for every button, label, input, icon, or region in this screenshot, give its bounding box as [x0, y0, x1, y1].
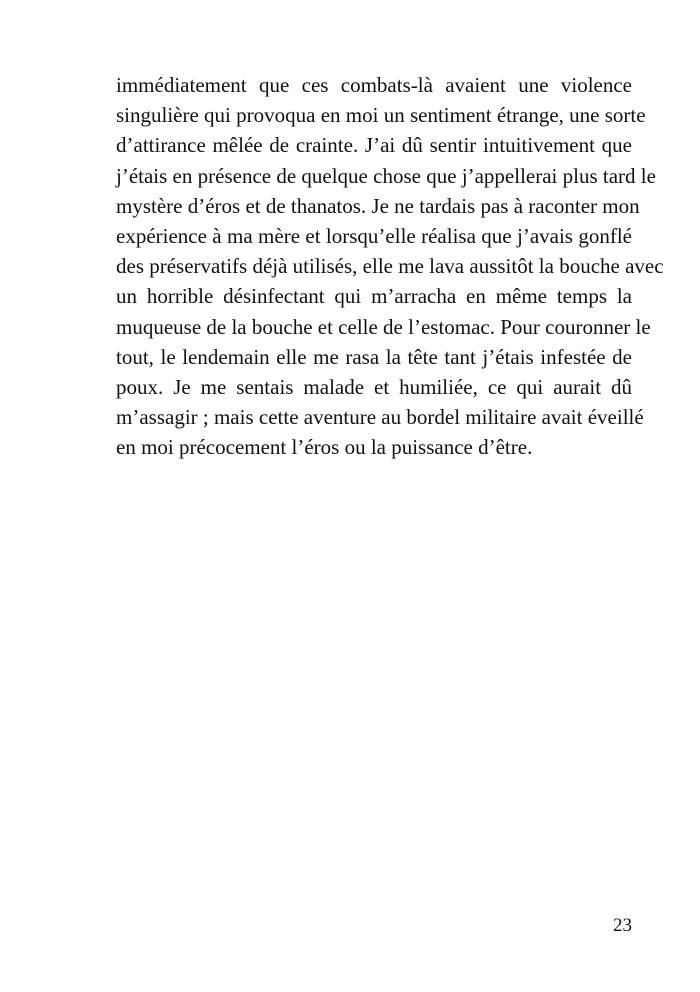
paragraph-line: poux. Je me sentais malade et humiliée, ce qui aurait dû — [116, 374, 632, 399]
body-paragraph — [116, 70, 664, 462]
paragraph-line: singulière qui provoqua en moi un sentiment étrange, une sorte — [116, 103, 646, 128]
paragraph-line: des préservatifs déjà utilisés, elle me lava aussitôt la bouche avec — [116, 254, 664, 279]
paragraph-line: tout, le lendemain elle me rasa la tête tant j’étais infestée de — [116, 344, 632, 369]
paragraph-line: muqueuse de la bouche et celle de l’estomac. Pour couronner le — [116, 314, 651, 339]
paragraph-line: d’attirance mêlée de crainte. J’ai dû sentir intuitivement que — [116, 133, 632, 158]
paragraph-line: un horrible désinfectant qui m’arracha en même temps la — [116, 284, 632, 309]
paragraph-line: mystère d’éros et de thanatos. Je ne tardais pas à raconter mon — [116, 193, 640, 218]
paragraph-line: expérience à ma mère et lorsqu’elle réalisa que j’avais gonflé — [116, 223, 632, 248]
paragraph-last-line: en moi précocement l’éros ou la puissance d’être. — [116, 435, 533, 460]
paragraph-line: m’assagir ; mais cette aventure au bordel militaire avait éveillé — [116, 405, 644, 430]
paragraph-line: j’étais en présence de quelque chose que j’appellerai plus tard le — [116, 163, 656, 188]
page-number: 23 — [613, 915, 632, 936]
paragraph-line: immédiatement que ces combats-là avaient une violence — [116, 73, 632, 97]
